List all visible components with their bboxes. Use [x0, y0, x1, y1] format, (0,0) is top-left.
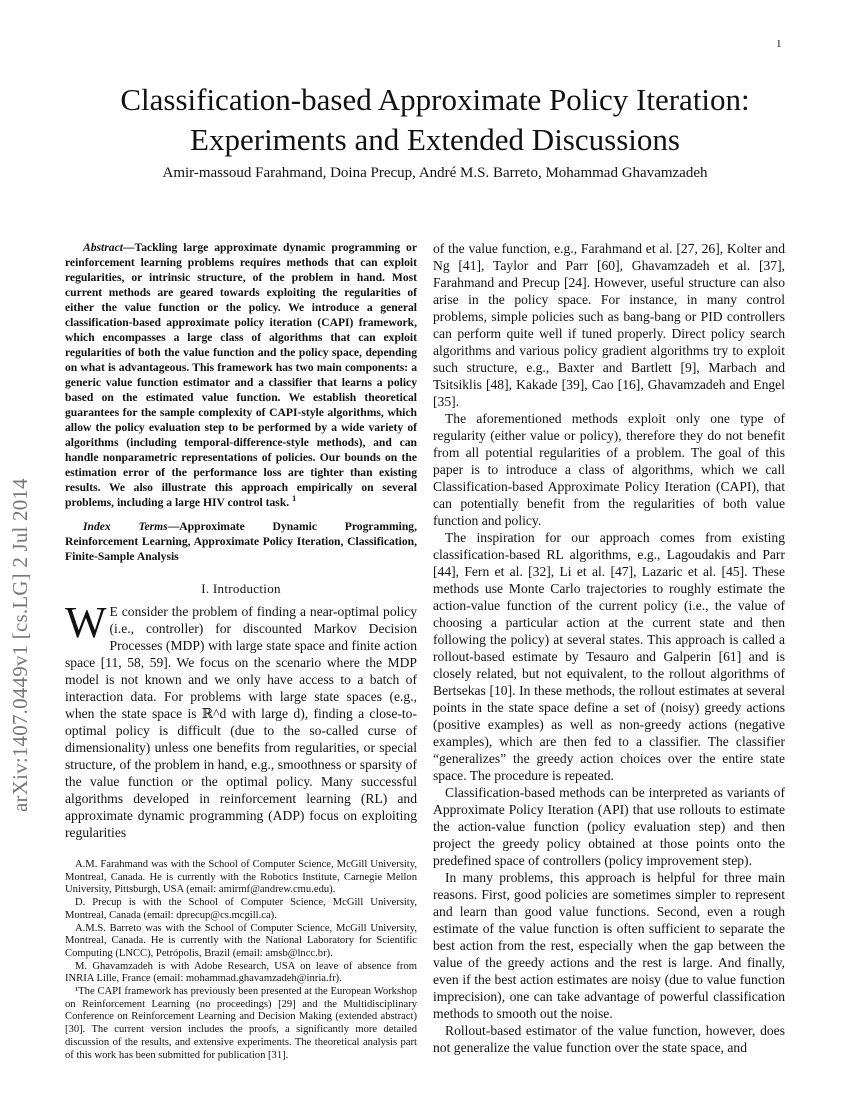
- section-heading-introduction: I. Introduction: [201, 581, 281, 596]
- footnote: A.M. Farahmand was with the School of Computer Science, McGill University, Montreal, Canada. He is currently with the Robotics Institute, Carnegie Mellon University, Pittsburgh, USA (email: amirmf@andrew.cmu.edu).: [65, 859, 417, 896]
- abstract-text: —Tackling large approximate dynamic programming or reinforcement learning problems requires methods that can exploit regularities, or intrinsic structure, of the problem in hand. Most current methods are geared towards exploiting the regularities of either the value function or the policy. We introduce a general classification-based approximate policy iteration (CAPI) framework, which encompasses a large class of algorithms that can exploit regularities of both the value function and the policy space, depending on what is advantageous. This framework has two main components: a generic value function estimator and a classifier that learns a policy based on the estimated value function. We establish theoretical guarantees for the sample complexity of CAPI-style algorithms, which allow the policy evaluation step to be performed by a wide variety of algorithms (including temporal-difference-style methods), and can handle nonparametric representations of policies. Our bounds on the estimation error of the performance loss are tighter than existing results. We also illustrate this approach empirically on several problems, including a large HIV control task.: [65, 241, 417, 509]
- right-column: [433, 240, 785, 1056]
- footnote: A.M.S. Barreto was with the School of Computer Science, McGill University, Montreal, Canada. He is currently with the National Laboratory for Scientific Computing (LNCC), Petrópolis, Brazil (email: amsb@lncc.br).: [65, 922, 417, 959]
- title-line-1: Classification-based Approximate Policy Iteration:: [120, 82, 750, 117]
- drop-cap: W: [65, 598, 107, 647]
- author-list: Amir-massoud Farahmand, Doina Precup, André M.S. Barreto, Mohammad Ghavamzadeh: [162, 165, 708, 181]
- intro-text: E consider the problem of finding a near-optimal policy (i.e., controller) for discounted Markov Decision Processes (MDP) with large state space and finite action space [11, 58, 59]. We focus on the scenario where the MDP model is not known and we only have access to a batch of interaction data. For problems with large state spaces (e.g., when the state space is ℝ^d with large d), finding a close-to-optimal policy is difficult (due to the so-called curse of dimensionality) unless one benefits from regularities, or special structure, of the problem in hand, e.g., smoothness or sparsity of the value function or the optimal policy. Many successful algorithms developed in reinforcement learning (RL) and approximate dynamic programming (ADP) focus on exploiting regularities: [65, 604, 417, 840]
- body-paragraph: The aforementioned methods exploit only one type of regularity (either value or policy), therefore they do not benefit from all potential regularities of a problem. The goal of this paper is to introduce a class of algorithms, which we call Classification-based Approximate Policy Iteration (CAPI), that can potentially benefit from the regularities of both value function and policy.: [433, 411, 785, 528]
- index-terms-text: —Approximate Dynamic Programming, Reinforcement Learning, Approximate Policy Iteration, Classification, Finite-Sample Analysis: [65, 520, 417, 563]
- left-column: [65, 240, 417, 1062]
- body-paragraph: The inspiration for our approach comes from existing classification-based RL algorithms, e.g., Lagoudakis and Parr [44], Fern et al. [32], Li et al. [47], Lazaric et al. [45]. These methods use Monte Carlo trajectories to roughly estimate the action-value function of the current policy (i.e., the value of choosing a particular action at the current state and then following the policy) at several states. This approach is called a rollout-based estimate by Tesauro and Galperin [61] and is closely related, but not equivalent, to the rollout algorithms of Bertsekas [10]. In these methods, the rollout estimates at several points in the state space define a set of (noisy) greedy actions (positive examples) as well as non-greedy actions (negative examples), which are then fed to a classifier. The classifier “generalizes” the greedy action choices over the entire state space. The procedure is repeated.: [433, 530, 785, 783]
- footnote: D. Precup is with the School of Computer Science, McGill University, Montreal, Canada (email: dprecup@cs.mcgill.ca).: [65, 897, 417, 921]
- intro-paragraph: [65, 598, 417, 841]
- body-paragraph: of the value function, e.g., Farahmand et al. [27, 26], Kolter and Ng [41], Taylor and Parr [60], Ghavamzadeh et al. [37], Farahmand and Precup [24]. However, useful structure can also arise in the policy space. For instance, in many control problems, simple policies such as bang-bang or PID controllers can perform quite well if tuned properly. Direct policy search algorithms and various policy gradient algorithms try to exploit such structure, e.g., Baxter and Bartlett [9], Marbach and Tsitsiklis [48], Kakade [39], Cao [16], Ghavamzadeh and Engel [35].: [433, 241, 785, 409]
- title-line-2: Experiments and Extended Discussions: [190, 122, 680, 157]
- footnote: ¹The CAPI framework has previously been presented at the European Workshop on Reinforcement Learning (no proceedings) [29] and the Multidisciplinary Conference on Reinforcement Learning and Decision Making (extended abstract) [30]. The current version includes the proofs, a significantly more detailed discussion of the results, and extensive experiments. The theoretical analysis part of this work has been submitted for publication [31].: [65, 986, 417, 1061]
- page-number: 1: [776, 38, 782, 50]
- index-terms-lead: Index Terms: [83, 520, 168, 533]
- body-paragraph: Classification-based methods can be interpreted as variants of Approximate Policy Iteration (API) that use rollouts to estimate the action-value function (policy evaluation step) and then project the greedy policy obtained at those points onto the predefined space of controllers (policy improvement step).: [433, 785, 785, 868]
- index-terms: [65, 519, 417, 564]
- affiliation-footnotes: [65, 859, 417, 1062]
- abstract-footnote-mark: 1: [292, 494, 297, 504]
- body-paragraph: In many problems, this approach is helpful for three main reasons. First, good policies are sometimes simpler to represent and learn than good value functions. Second, even a rough estimate of the value function is often sufficient to separate the best action from the rest, especially when the gap between the value of the greedy actions and the rest is large. And finally, even if the best action estimates are noisy (due to value function imprecision), one can take advantage of powerful classification methods to smooth out the noise.: [433, 870, 785, 1021]
- abstract: [65, 240, 417, 510]
- footnote: M. Ghavamzadeh is with Adobe Research, USA on leave of absence from INRIA Lille, France (email: mohammad.ghavamzadeh@inria.fr).: [65, 960, 417, 985]
- arxiv-identifier: arXiv:1407.0449v1 [cs.LG] 2 Jul 2014: [8, 478, 32, 812]
- abstract-lead: Abstract: [83, 241, 123, 254]
- body-paragraph: Rollout-based estimator of the value function, however, does not generalize the value function over the state space, and: [433, 1023, 785, 1055]
- paper-title: [60, 80, 810, 160]
